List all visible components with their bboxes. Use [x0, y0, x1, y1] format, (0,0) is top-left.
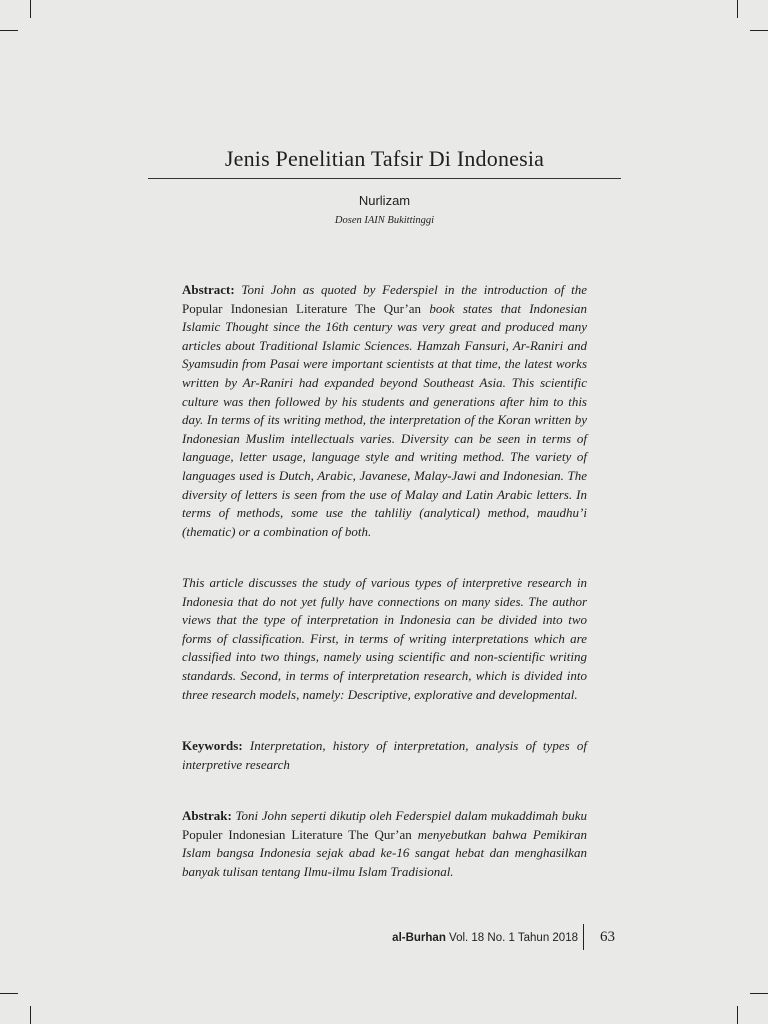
crop-mark — [750, 993, 768, 994]
abstract-text: book states that Indonesian Islamic Thought since the 16th century was very great and produced many articles about Traditional Islamic Sciences. Hamzah Fansuri, Ar-Raniri and Syamsudin from Pasai were important scientists at that time, the latest works written by Ar-Raniri had expanded beyond Southeast Asia. This scientific culture was then followed by his students and generations after him to this day. In terms of its writing method, the interpretation of the Koran written by Indonesian Muslim intellectuals varies. Diversity can be seen in terms of language, letter usage, language style and writing method. The variety of languages used is Dutch, Arabic, Javanese, Malay-Jawi and Indonesian. The diversity of letters is seen from the use of Malay and Latin Arabic letters. In terms of methods, some use the tahliliy (analytical) method, maudhu’i (thematic) or a combination of both. — [182, 300, 587, 539]
article-title: Jenis Penelitian Tafsir Di Indonesia — [224, 146, 545, 171]
author-name: Nurlizam — [358, 193, 411, 208]
page-number: 63 — [600, 929, 615, 945]
abstract-book-title: Popular Indonesian Literature The Qur’an — [182, 300, 422, 316]
abstract-english — [182, 281, 587, 541]
keywords-text: Interpretation, history of interpretation, analysis of types of interpretive research — [182, 738, 587, 772]
keywords-label: Keywords: — [182, 738, 243, 753]
abstrak-book-title: Populer Indonesian Literature The Qur’an — [182, 826, 412, 842]
crop-mark — [0, 30, 18, 31]
abstract-indonesian — [182, 807, 587, 881]
keywords — [182, 737, 587, 774]
crop-mark — [750, 30, 768, 31]
journal-name: al-Burhan — [392, 932, 446, 944]
abstrak-text: menyebutkan bahwa Pemikiran Islam bangsa Indonesia sejak abad ke-16 sangat hebat dan menghasilkan banyak tulisan tentang Ilmu-ilmu Islam Tradisional. — [182, 826, 587, 879]
author-affiliation: Dosen IAIN Bukittinggi — [334, 215, 435, 226]
title-rule — [148, 178, 621, 179]
abstrak-text: Toni John seperti dikutip oleh Federspiel dalam mukaddimah buku — [231, 808, 587, 823]
crop-mark — [0, 993, 18, 994]
crop-mark — [737, 1006, 738, 1024]
abstract-text: Toni John as quoted by Federspiel in the introduction of the — [234, 282, 587, 297]
abstrak-label: Abstrak: — [182, 808, 232, 823]
journal-issue: Vol. 18 No. 1 Tahun 2018 — [445, 932, 578, 944]
journal-footer — [360, 932, 578, 944]
crop-mark — [30, 0, 31, 18]
crop-mark — [737, 0, 738, 18]
abstract-paragraph-2: This article discusses the study of various types of interpretive research in Indonesia that do not yet fully have connections on many sides. The author views that the type of interpretation in Indonesia can be divided into two forms of classification. First, in terms of writing interpretations which are classified into two things, namely using scientific and non-scientific writing standards. Second, in terms of interpretation research, which is divided into three research models, namely: Descriptive, explorative and developmental. — [182, 575, 587, 702]
crop-mark — [30, 1006, 31, 1024]
footer-divider — [583, 924, 584, 950]
abstract-label: Abstract: — [182, 282, 235, 297]
